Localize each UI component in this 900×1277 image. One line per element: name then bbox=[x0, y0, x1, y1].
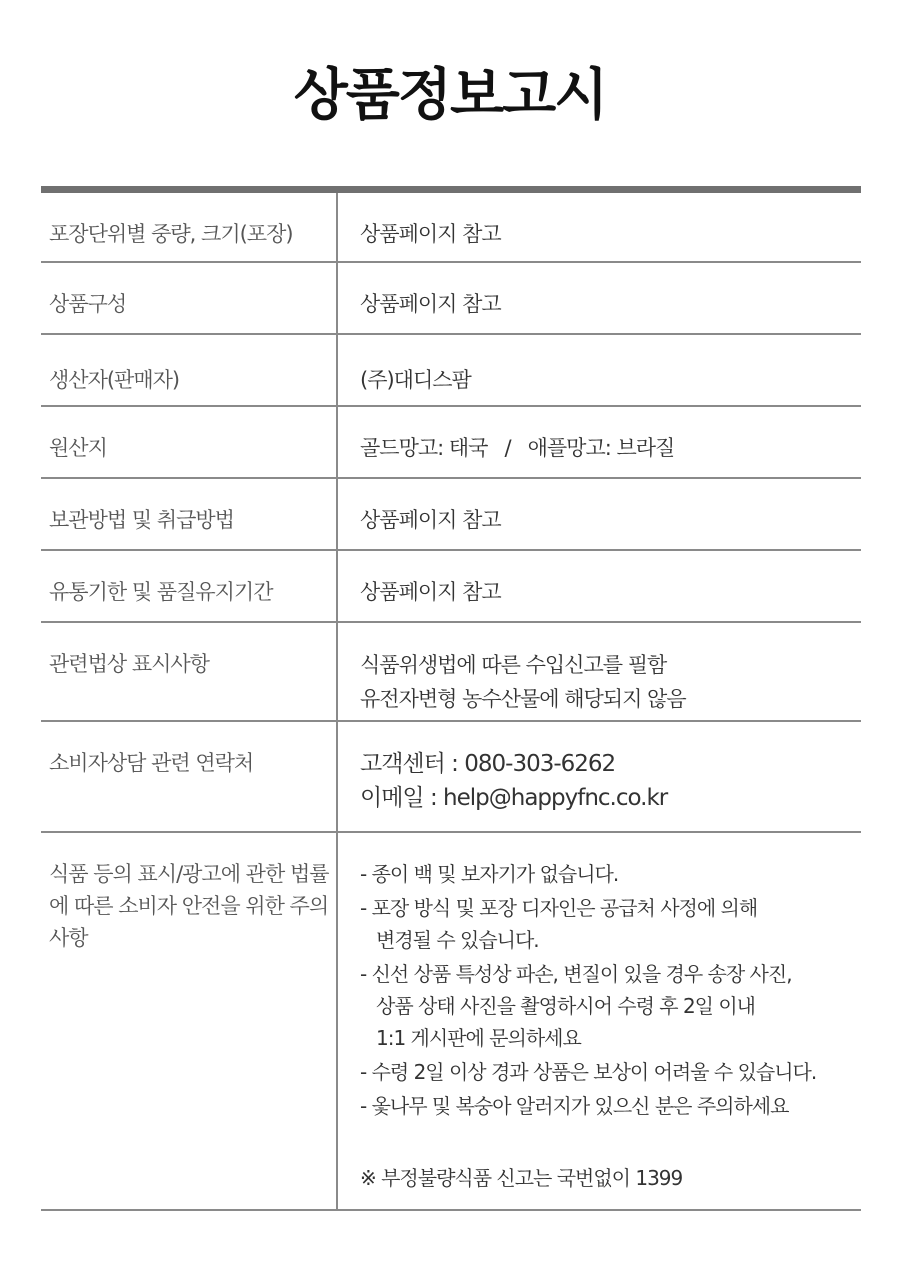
page-title: 상품정보고시 bbox=[293, 63, 607, 128]
notice-line: - 종이 백 및 보자기가 없습니다. bbox=[360, 861, 619, 886]
row-label-composition: 상품구성 bbox=[41, 262, 337, 334]
row-value-package-weight: 상품페이지 참고 bbox=[360, 222, 501, 246]
product-info-table bbox=[41, 186, 861, 1211]
row-label-legal: 관련법상 표시사항 bbox=[41, 622, 337, 721]
table-row bbox=[41, 478, 861, 550]
row-value-legal bbox=[337, 622, 861, 721]
notice-item bbox=[360, 1056, 861, 1088]
table-row bbox=[41, 334, 861, 406]
row-label-storage: 보관방법 및 취급방법 bbox=[41, 478, 337, 550]
notice-line: - 수령 2일 이상 경과 상품은 보상이 어려울 수 있습니다. bbox=[360, 1059, 817, 1084]
notice-line: 상품 상태 사진을 촬영하시어 수령 후 2일 이내 bbox=[376, 993, 755, 1018]
row-label-expiry: 유통기한 및 품질유지기간 bbox=[41, 550, 337, 622]
legal-line: 식품위생법에 따른 수입신고를 필함 bbox=[360, 652, 667, 677]
contact-email: 이메일 : help@happyfnc.co.kr bbox=[360, 784, 668, 811]
row-value-composition: 상품페이지 참고 bbox=[360, 291, 501, 316]
row-value-origin: 골드망고: 태국 / 애플망고: 브라질 bbox=[360, 435, 675, 460]
report-hotline: ※ 부정불량식품 신고는 국번없이 1399 bbox=[360, 1165, 683, 1190]
notice-line: - 포장 방식 및 포장 디자인은 공급처 사정에 의해 bbox=[360, 895, 758, 920]
row-value-storage: 상품페이지 참고 bbox=[360, 507, 501, 532]
notice-line: - 옻나무 및 복숭아 알러지가 있으신 분은 주의하세요 bbox=[360, 1093, 789, 1118]
table-row bbox=[41, 622, 861, 721]
notice-line: - 신선 상품 특성상 파손, 변질이 있을 경우 송장 사진, bbox=[360, 961, 792, 986]
legal-line: 유전자변형 농수산물에 해당되지 않음 bbox=[360, 686, 686, 711]
table-row bbox=[41, 406, 861, 478]
row-value-producer: (주)대디스팜 bbox=[360, 367, 471, 392]
row-value-contact bbox=[337, 721, 861, 832]
notice-list bbox=[360, 858, 861, 1122]
row-label-warning bbox=[41, 832, 337, 1210]
row-label-origin: 원산지 bbox=[41, 406, 337, 478]
notice-item bbox=[360, 858, 861, 890]
table-row bbox=[41, 262, 861, 334]
row-value-expiry: 상품페이지 참고 bbox=[360, 579, 501, 604]
contact-phone: 고객센터 : 080-303-6262 bbox=[360, 750, 616, 777]
warning-label-line: 법률에 따른 소비자 안전을 bbox=[49, 861, 329, 918]
row-label-package-weight: 포장단위별 중량, 크기(포장) bbox=[41, 190, 337, 262]
warning-label-line: 식품 등의 표시/광고에 관한 bbox=[49, 861, 285, 886]
notice-item bbox=[360, 892, 861, 956]
notice-line: 변경될 수 있습니다. bbox=[376, 927, 539, 952]
notice-item bbox=[360, 1090, 861, 1122]
row-label-contact: 소비자상담 관련 연락처 bbox=[41, 721, 337, 832]
row-label-producer: 생산자(판매자) bbox=[41, 334, 337, 406]
notice-line: 1:1 게시판에 문의하세요 bbox=[376, 1025, 581, 1050]
notice-item bbox=[360, 958, 861, 1054]
row-value-warning bbox=[337, 832, 861, 1210]
table-row bbox=[41, 721, 861, 832]
table-row bbox=[41, 832, 861, 1210]
table-row bbox=[41, 550, 861, 622]
warning-label-line: 위한 주의사항 bbox=[49, 893, 329, 950]
table-row bbox=[41, 190, 861, 262]
